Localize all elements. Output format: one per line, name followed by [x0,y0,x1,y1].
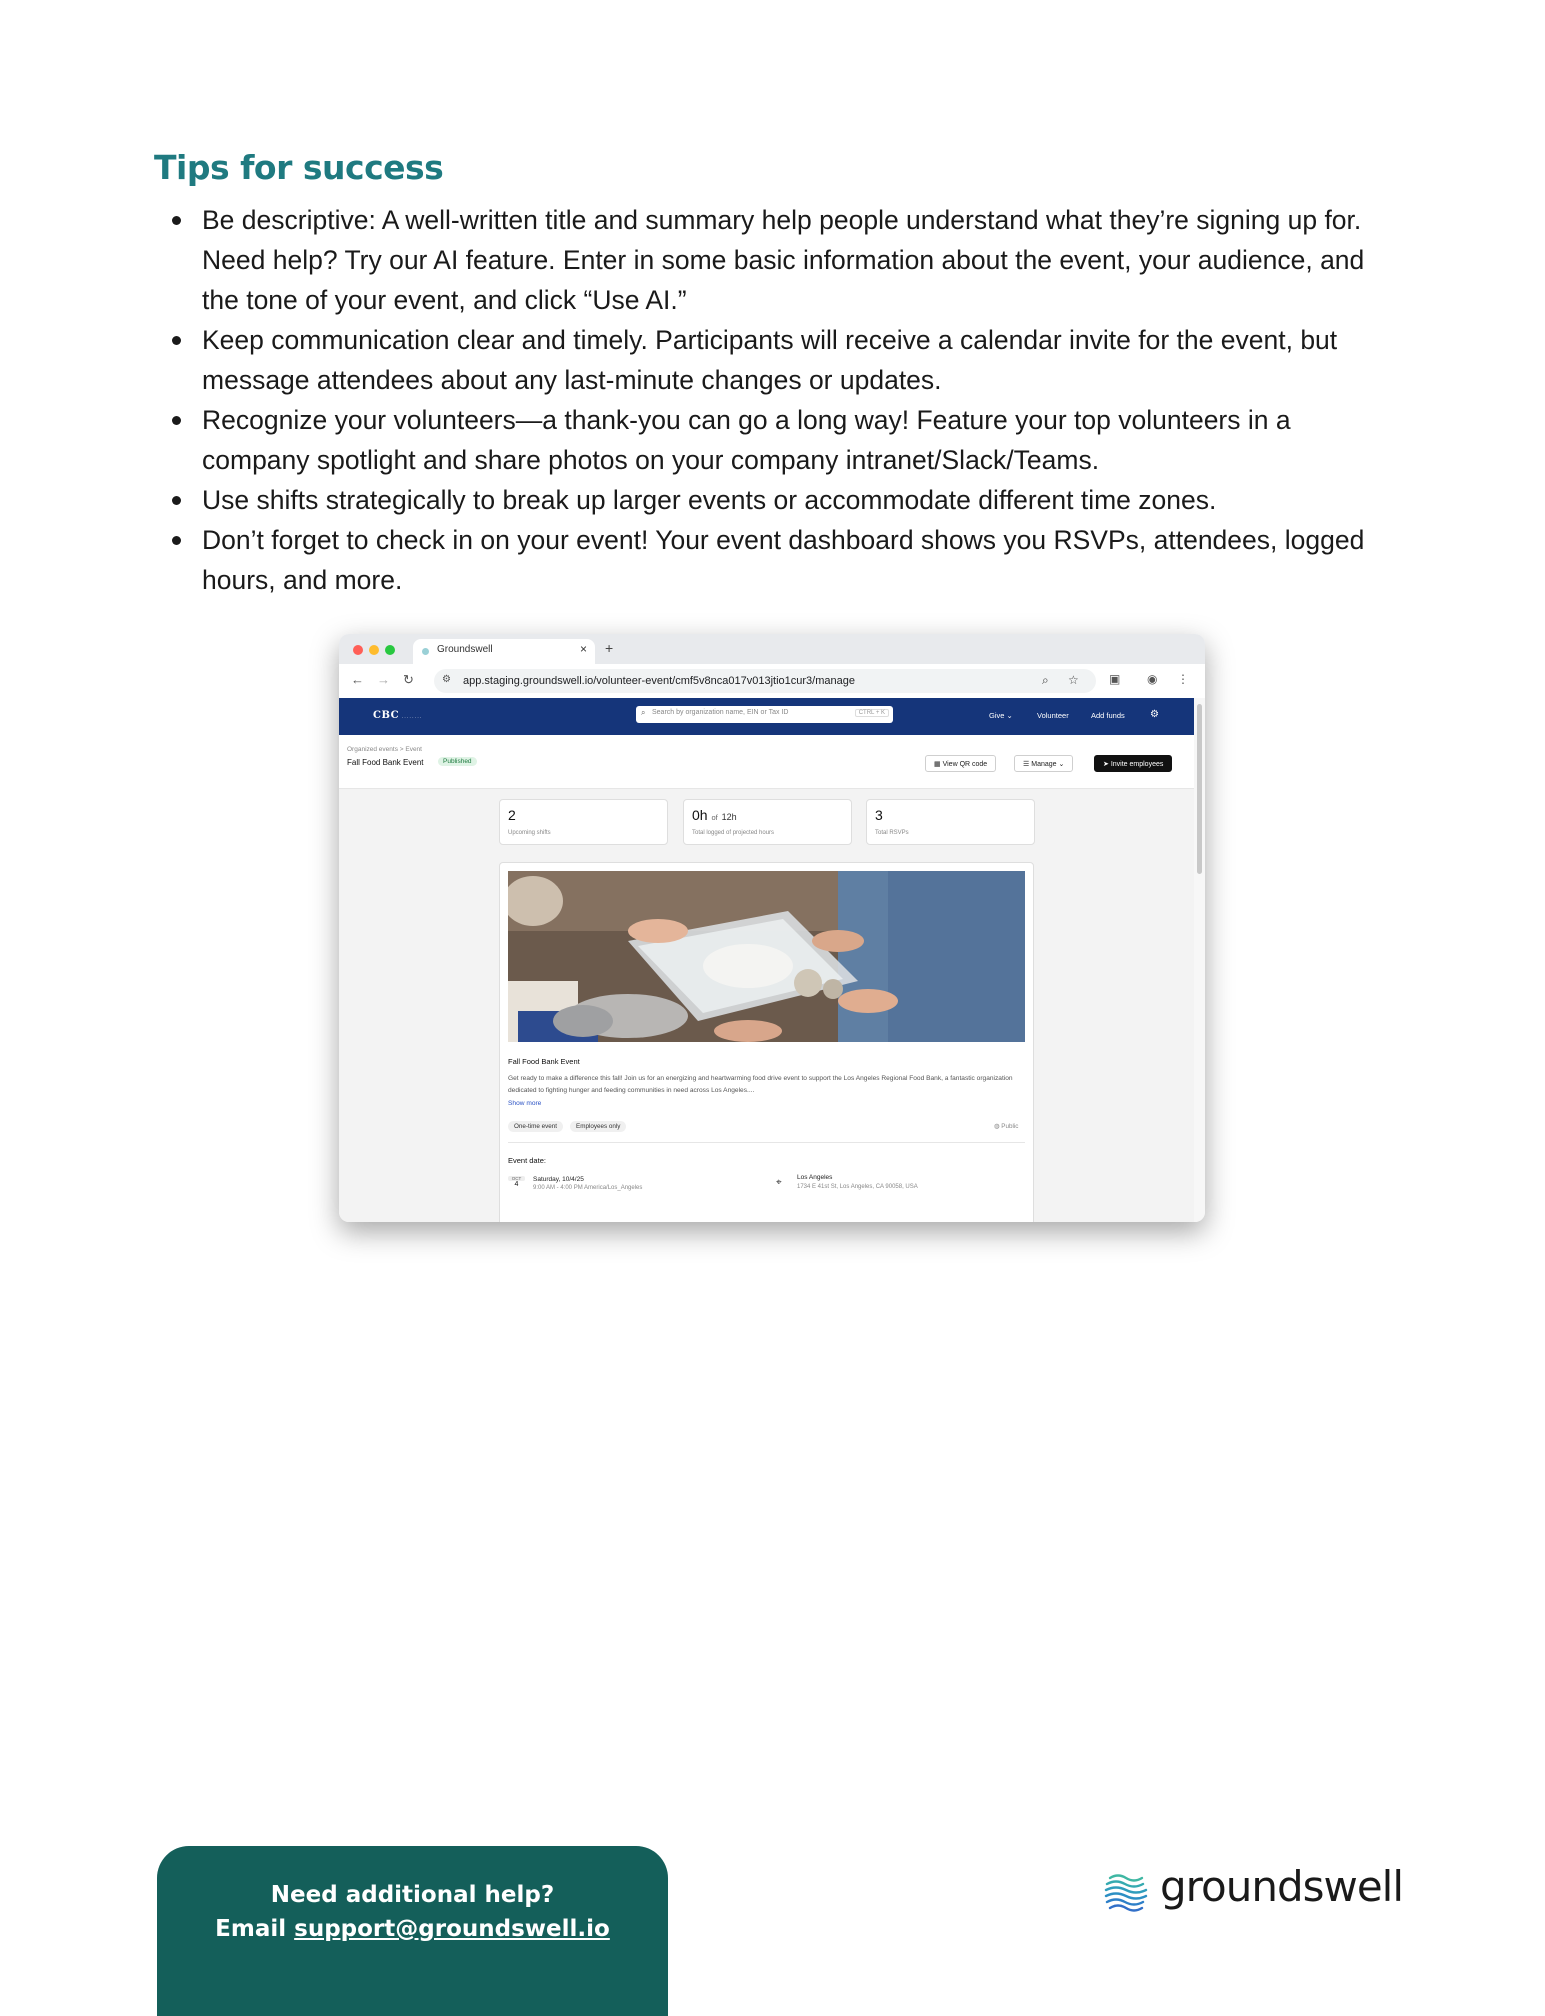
url-bar[interactable] [434,669,1096,693]
browser-screenshot [339,634,1205,1222]
tip-item: Don’t forget to check in on your event! Your event dashboard shows you RSVPs, attendees, logged hours, and more. [202,520,1402,600]
divider [508,1142,1025,1143]
view-qr-button[interactable]: ▦ View QR code [925,755,996,772]
stat-value: 3 [875,807,883,823]
event-card [499,862,1034,1222]
reload-icon[interactable]: ↻ [403,672,414,687]
qr-icon: ▦ [934,761,941,768]
minimize-window-dot[interactable] [369,645,379,655]
nav-add-funds[interactable]: Add funds [1091,711,1125,720]
brand-name: groundswell [1160,1862,1404,1911]
tips-list [158,200,1402,600]
site-info-icon[interactable]: ⚙ [442,674,451,685]
star-icon[interactable]: ☆ [1068,673,1079,687]
breadcrumb[interactable]: Organized events > Event [347,746,422,753]
search-placeholder: Search by organization name, EIN or Tax ID [652,709,789,716]
event-date: Saturday, 10/4/25 [533,1176,584,1183]
stat-logged-hours [683,799,852,845]
url-text[interactable]: app.staging.groundswell.io/volunteer-event/cmf5v8nca017v013jtio1cur3/manage [463,675,855,687]
event-time: 9:00 AM - 4:00 PM America/Los_Angeles [533,1185,643,1191]
browser-tab-bar [339,634,1205,664]
help-email-line [157,1916,668,1942]
tag-employees-only: Employees only [570,1121,626,1132]
event-location: Los Angeles [797,1174,833,1181]
address-bar-row [339,664,1205,699]
event-photo [508,871,1025,1042]
event-content [339,789,1194,1222]
manage-button[interactable]: ☰ Manage ⌄ [1014,755,1073,772]
tip-item: Recognize your volunteers—a thank-you can go a long way! Feature your top volunteers in a company spotlight and share photos on your company intranet/Slack/Teams. [202,400,1402,480]
send-icon: ➤ [1103,761,1109,768]
close-icon[interactable]: × [579,642,587,656]
search-icon: ⌕ [641,708,646,717]
show-more-link[interactable]: Show more [508,1100,542,1107]
close-window-dot[interactable] [353,645,363,655]
maximize-window-dot[interactable] [385,645,395,655]
food-bank-photo [508,871,1025,1042]
tip-item: Use shifts strategically to break up larger events or accommodate different time zones. [202,480,1402,520]
nav-volunteer[interactable]: Volunteer [1037,711,1069,720]
groundswell-wave-icon [1104,1870,1150,1916]
page-header [339,735,1194,789]
stat-total-rsvps [866,799,1035,845]
event-title: Fall Food Bank Event [347,758,424,767]
favicon-icon [422,648,429,655]
help-email-prefix: Email [215,1916,287,1942]
status-badge: Published [438,757,477,766]
tip-item: Be descriptive: A well-written title and summary help people understand what they’re signing up for. Need help? Try our AI feature. Enter in some basic information about the event, your audience, and the tone of your event, and click “Use AI.” [202,200,1402,320]
stat-label: Total RSVPs [875,830,909,836]
stat-upcoming-shifts [499,799,668,845]
globe-icon: ◍ [994,1123,1000,1130]
menu-icon[interactable]: ⋮ [1177,672,1189,686]
zoom-icon[interactable]: ⌕ [1042,673,1049,687]
event-date-label: Event date: [508,1156,546,1165]
support-email-link[interactable]: support@groundswell.io [294,1916,610,1942]
extensions-icon[interactable]: ▣ [1109,672,1121,686]
stat-value: 0h of 12h [692,807,737,823]
tab-title: Groundswell [437,644,493,655]
profile-icon[interactable]: ◉ [1147,672,1158,686]
event-address: 1734 E 41st St, Los Angeles, CA 90058, USA [797,1184,918,1190]
back-arrow-icon[interactable]: ← [351,672,364,687]
stat-value: 2 [508,807,516,823]
search-input[interactable] [636,706,893,723]
page-title: Tips for success [154,148,444,187]
help-heading: Need additional help? [270,1882,555,1908]
sliders-icon: ☰ [1023,761,1030,768]
calendar-icon: OCT 4 [508,1176,525,1195]
browser-tab[interactable] [413,639,595,664]
visibility-label: ◍ Public [994,1123,1019,1130]
nav-give[interactable]: Give ⌄ [989,711,1013,720]
invite-employees-button[interactable]: ➤ Invite employees [1094,755,1172,772]
pin-icon: ⌖ [776,1177,782,1188]
stat-label: Upcoming shifts [508,830,551,836]
stat-label: Total logged of projected hours [692,830,775,836]
card-title: Fall Food Bank Event [508,1057,580,1066]
tip-item: Keep communication clear and timely. Participants will receive a calendar invite for the event, but message attendees about any last-minute changes or updates. [202,320,1402,400]
company-logo[interactable]: CBC ........ [373,710,423,721]
search-shortcut: CTRL + K [855,709,889,717]
new-tab-icon[interactable]: + [605,640,614,656]
app-navbar [339,698,1194,735]
card-description: Get ready to make a difference this fall! Join us for an energizing and heartwarming food drive event to support the Los Angeles Regional Food Bank, a fantastic organization dedicated to fighting hunger and feeding communities in need across Los Angeles.... [508,1075,1013,1094]
gear-icon[interactable]: ⚙ [1150,709,1159,720]
scrollbar-thumb[interactable] [1197,704,1202,874]
help-box [157,1846,668,2016]
tag-one-time: One-time event [508,1121,563,1132]
forward-arrow-icon[interactable]: → [377,672,390,687]
